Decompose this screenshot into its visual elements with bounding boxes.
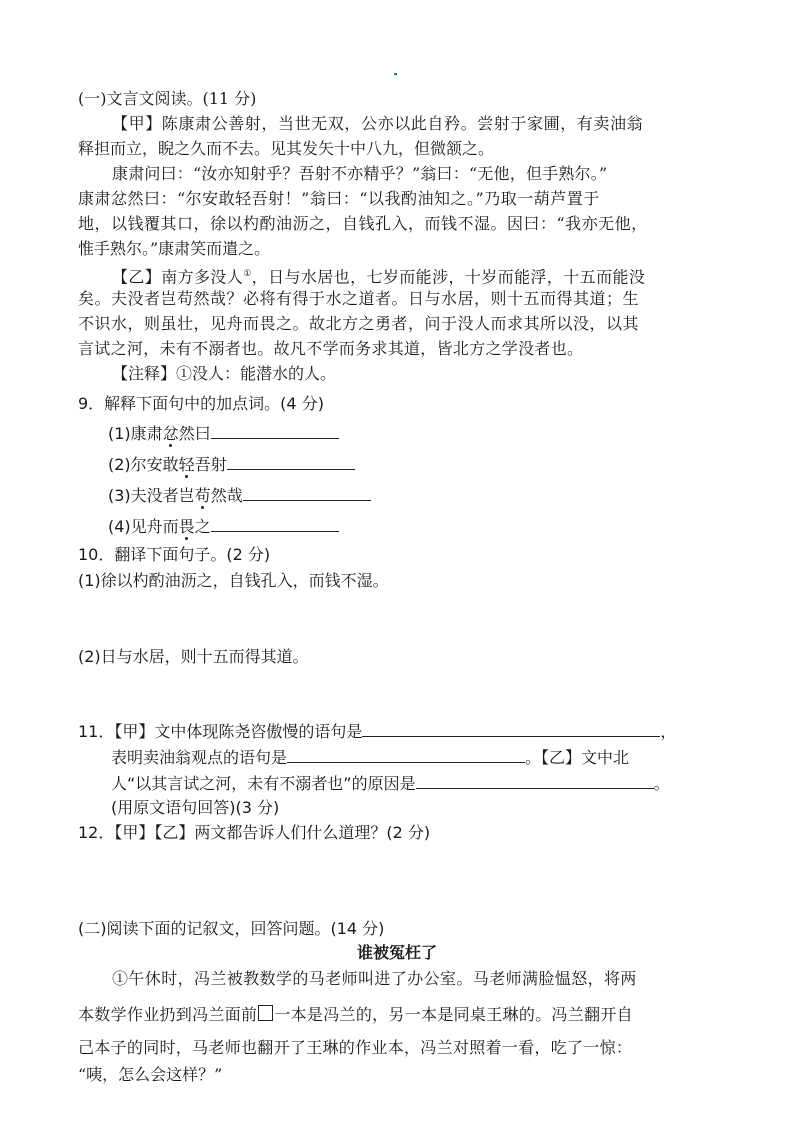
q9-item-2 xyxy=(108,452,355,476)
section2-heading: (二)阅读下面的记叙文，回答问题。(14 分) xyxy=(78,919,385,938)
q9-item-1-pre: (1)康肃 xyxy=(108,424,163,443)
jia-line-4: 康肃忿然曰：“尔安敢轻吾射！”翁曰：“以我酌油知之。”乃取一葫芦置于 xyxy=(78,189,600,208)
yi-line-1-rest: ，日与水居也，七岁而能涉，十岁而能浮，十五而能没 xyxy=(251,267,646,287)
q11-blank-2[interactable] xyxy=(287,745,525,763)
jia-line-2: 释担而立，睨之久而不去。见其发矢十中八九，但微颔之。 xyxy=(78,139,495,158)
q9-answer-4-blank[interactable] xyxy=(211,514,339,532)
jia-line-1: 【甲】陈康肃公善射，当世无双，公亦以此自矜。尝射于家圃，有卖油翁 xyxy=(112,114,644,133)
annotation-note: 【注释】①没人：能潜水的人。 xyxy=(112,364,337,383)
q11-line-2 xyxy=(111,745,629,769)
q11-prompt-2: 表明卖油翁观点的语句是 xyxy=(111,748,288,767)
story-p1-line-1: ①午休时，冯兰被教数学的马老师叫进了办公室。马老师满脸愠怒，将两 xyxy=(112,969,637,988)
q12-stem: 12．【甲】【乙】两文都告诉人们什么道理？(2 分) xyxy=(78,823,431,842)
scan-mark xyxy=(394,73,397,75)
q11-prompt-1: 11．【甲】文中体现陈尧咨傲慢的语句是 xyxy=(78,722,363,741)
q9-item-3-pre: (3)夫没者岂 xyxy=(108,486,195,505)
q9-item-1 xyxy=(108,421,339,445)
story-p1-line-4: “咦，怎么会这样？” xyxy=(78,1065,223,1084)
q9-item-4-post: 之 xyxy=(194,517,211,536)
q11-prompt-3: 人“以其言试之河，未有不溺者也”的原因是 xyxy=(111,774,416,793)
story-p1-line-2-rest: 一本是冯兰的，另一本是同桌王琳的。冯兰翻开自 xyxy=(274,1005,633,1024)
q9-item-4 xyxy=(108,514,339,538)
q11-line-1 xyxy=(78,719,676,743)
yi-line-4: 言试之河，未有不溺者也。故凡不学而务求其道，皆北方之学没者也。 xyxy=(78,339,584,358)
q10-sentence-2: (2)日与水居，则十五而得其道。 xyxy=(78,647,309,666)
q9-item-3-post: 然哉 xyxy=(210,486,243,505)
yi-line-1-start: 【乙】南方多没人 xyxy=(112,267,244,287)
q9-stem: 9．解释下面句中的加点词。(4 分) xyxy=(78,394,324,413)
q9-answer-1-blank[interactable] xyxy=(211,421,339,439)
q11-blank-3[interactable] xyxy=(416,771,654,789)
q11-prompt-2b: 。【乙】文中北 xyxy=(525,748,630,767)
q9-item-2-pre: (2)尔安敢 xyxy=(108,455,179,474)
q9-item-4-dotted-word: 畏 xyxy=(178,517,195,536)
q9-item-4-pre: (4)见舟而 xyxy=(108,517,179,536)
yi-line-3: 不识水，则虽壮，见舟而畏之。故北方之勇者，问于没人而求其所以没，以其 xyxy=(78,314,640,333)
q10-stem: 10．翻译下面句子。(2 分) xyxy=(78,545,271,564)
q11-blank-1[interactable] xyxy=(362,719,660,737)
missing-char-box xyxy=(258,1005,273,1021)
q10-sentence-1: (1)徐以杓酌油沥之，自钱孔入，而钱不湿。 xyxy=(78,571,389,590)
story-p1-line-3: 己本子的同时，马老师也翻开了王琳的作业本，冯兰对照着一看，吃了一惊： xyxy=(78,1038,633,1057)
q11-line-3 xyxy=(111,771,670,795)
yi-line-2: 矣。夫没者岂苟然哉？必将有得于水之道者。日与水居，则十五而得其道；生 xyxy=(78,289,640,308)
yi-line-1 xyxy=(112,263,645,288)
footnote-marker: ① xyxy=(243,269,252,279)
q9-item-2-post: 吾射 xyxy=(194,455,227,474)
q9-item-1-post: 然曰 xyxy=(178,424,211,443)
story-title: 谁被冤枉了 xyxy=(356,943,437,962)
jia-line-6: 惟手熟尔。”康肃笑而遣之。 xyxy=(78,239,271,258)
q9-answer-2-blank[interactable] xyxy=(227,452,355,470)
q11-line-4: (用原文语句回答)(3 分) xyxy=(111,798,280,817)
q9-item-2-dotted-word: 轻 xyxy=(178,455,195,474)
story-p1-line-2-start: 本数学作业扔到冯兰面前 xyxy=(78,1005,258,1024)
q9-item-3 xyxy=(108,483,371,507)
section1-heading: (一)文言文阅读。(11 分) xyxy=(78,89,257,108)
q9-item-1-dotted-word: 忿 xyxy=(162,424,179,443)
q9-item-3-dotted-word: 苟 xyxy=(194,486,211,505)
story-p1-line-2 xyxy=(78,1004,633,1026)
jia-line-5: 地，以钱覆其口，徐以杓酌油沥之，自钱孔入，而钱不湿。因曰：“我亦无他， xyxy=(78,214,648,233)
jia-line-3: 康肃问曰：“汝亦知射乎？吾射不亦精乎？”翁曰：“无他，但手熟尔。” xyxy=(112,164,608,183)
q11-punct-1: ， xyxy=(660,722,677,741)
q9-answer-3-blank[interactable] xyxy=(243,483,371,501)
q11-punct-3: 。 xyxy=(653,774,670,793)
